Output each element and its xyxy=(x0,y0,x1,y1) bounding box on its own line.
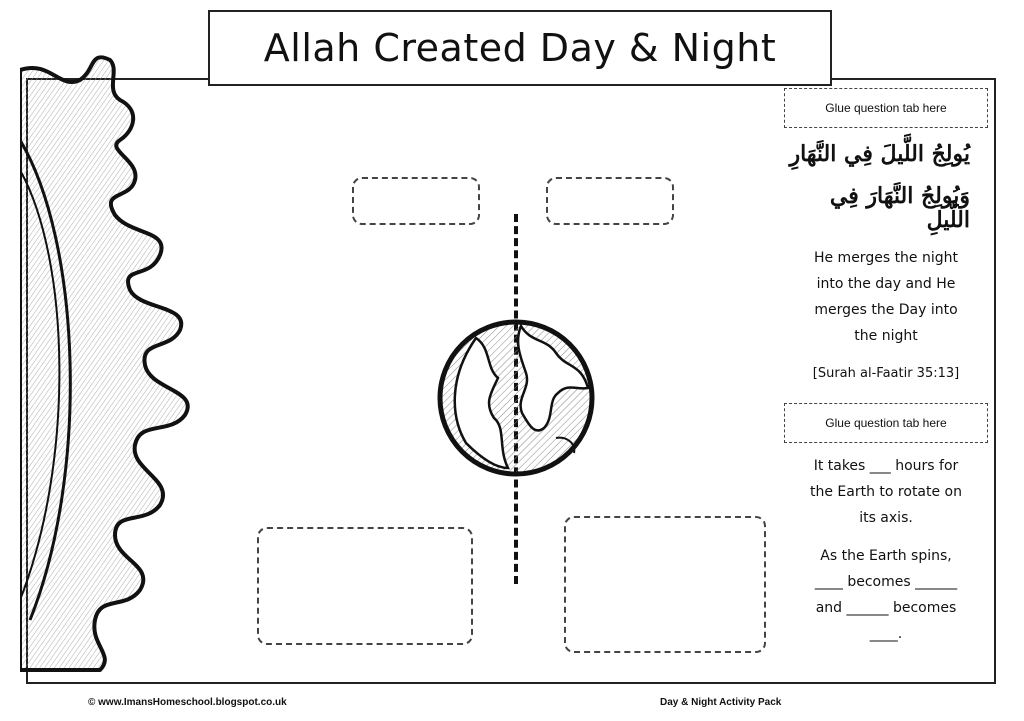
bottom-left-blank-box xyxy=(257,527,473,645)
translation-line: into the day and He xyxy=(816,275,956,292)
glue-label: Glue question tab here xyxy=(825,415,947,430)
translation-line: He merges the night xyxy=(813,249,959,266)
glue-label: Glue question tab here xyxy=(825,101,947,115)
arabic-verse-line-2: وَيُولِجُ النَّهَارَ فِي اللَّيلِ xyxy=(829,183,970,234)
spin-line: and ______ becomes xyxy=(815,599,957,616)
translation xyxy=(784,245,988,349)
footer-copyright: © www.ImansHomeschool.blogspot.co.uk xyxy=(88,697,287,708)
top-left-blank-box xyxy=(352,177,480,225)
title-box xyxy=(208,10,832,86)
question-line: It takes ___ hours for xyxy=(813,457,959,474)
arabic-verse-line-1: يُولِجُ اللَّيلَ فِي النَّهَارِ xyxy=(789,141,970,167)
glue-question-tab-1 xyxy=(784,88,988,128)
translation-line: the night xyxy=(854,327,918,344)
bottom-right-blank-box xyxy=(564,516,766,653)
question-line: the Earth to rotate on xyxy=(810,483,962,500)
glue-question-tab-2 xyxy=(784,403,988,443)
spin-line: ____ becomes ______ xyxy=(814,573,958,590)
rotation-question xyxy=(784,453,988,531)
spin-line: As the Earth spins, xyxy=(820,547,952,564)
spin-line: ____. xyxy=(869,625,903,642)
earth-illustration xyxy=(436,318,596,478)
verse-reference: [Surah al-Faatir 35:13] xyxy=(812,365,960,381)
sidebar xyxy=(784,88,988,647)
spin-question xyxy=(784,543,988,647)
footer-pack-name: Day & Night Activity Pack xyxy=(660,697,782,708)
question-line: its axis. xyxy=(859,509,913,526)
sun-illustration xyxy=(20,40,220,680)
top-right-blank-box xyxy=(546,177,674,225)
page-title: Allah Created Day & Night xyxy=(263,26,777,70)
translation-line: merges the Day into xyxy=(814,301,958,318)
